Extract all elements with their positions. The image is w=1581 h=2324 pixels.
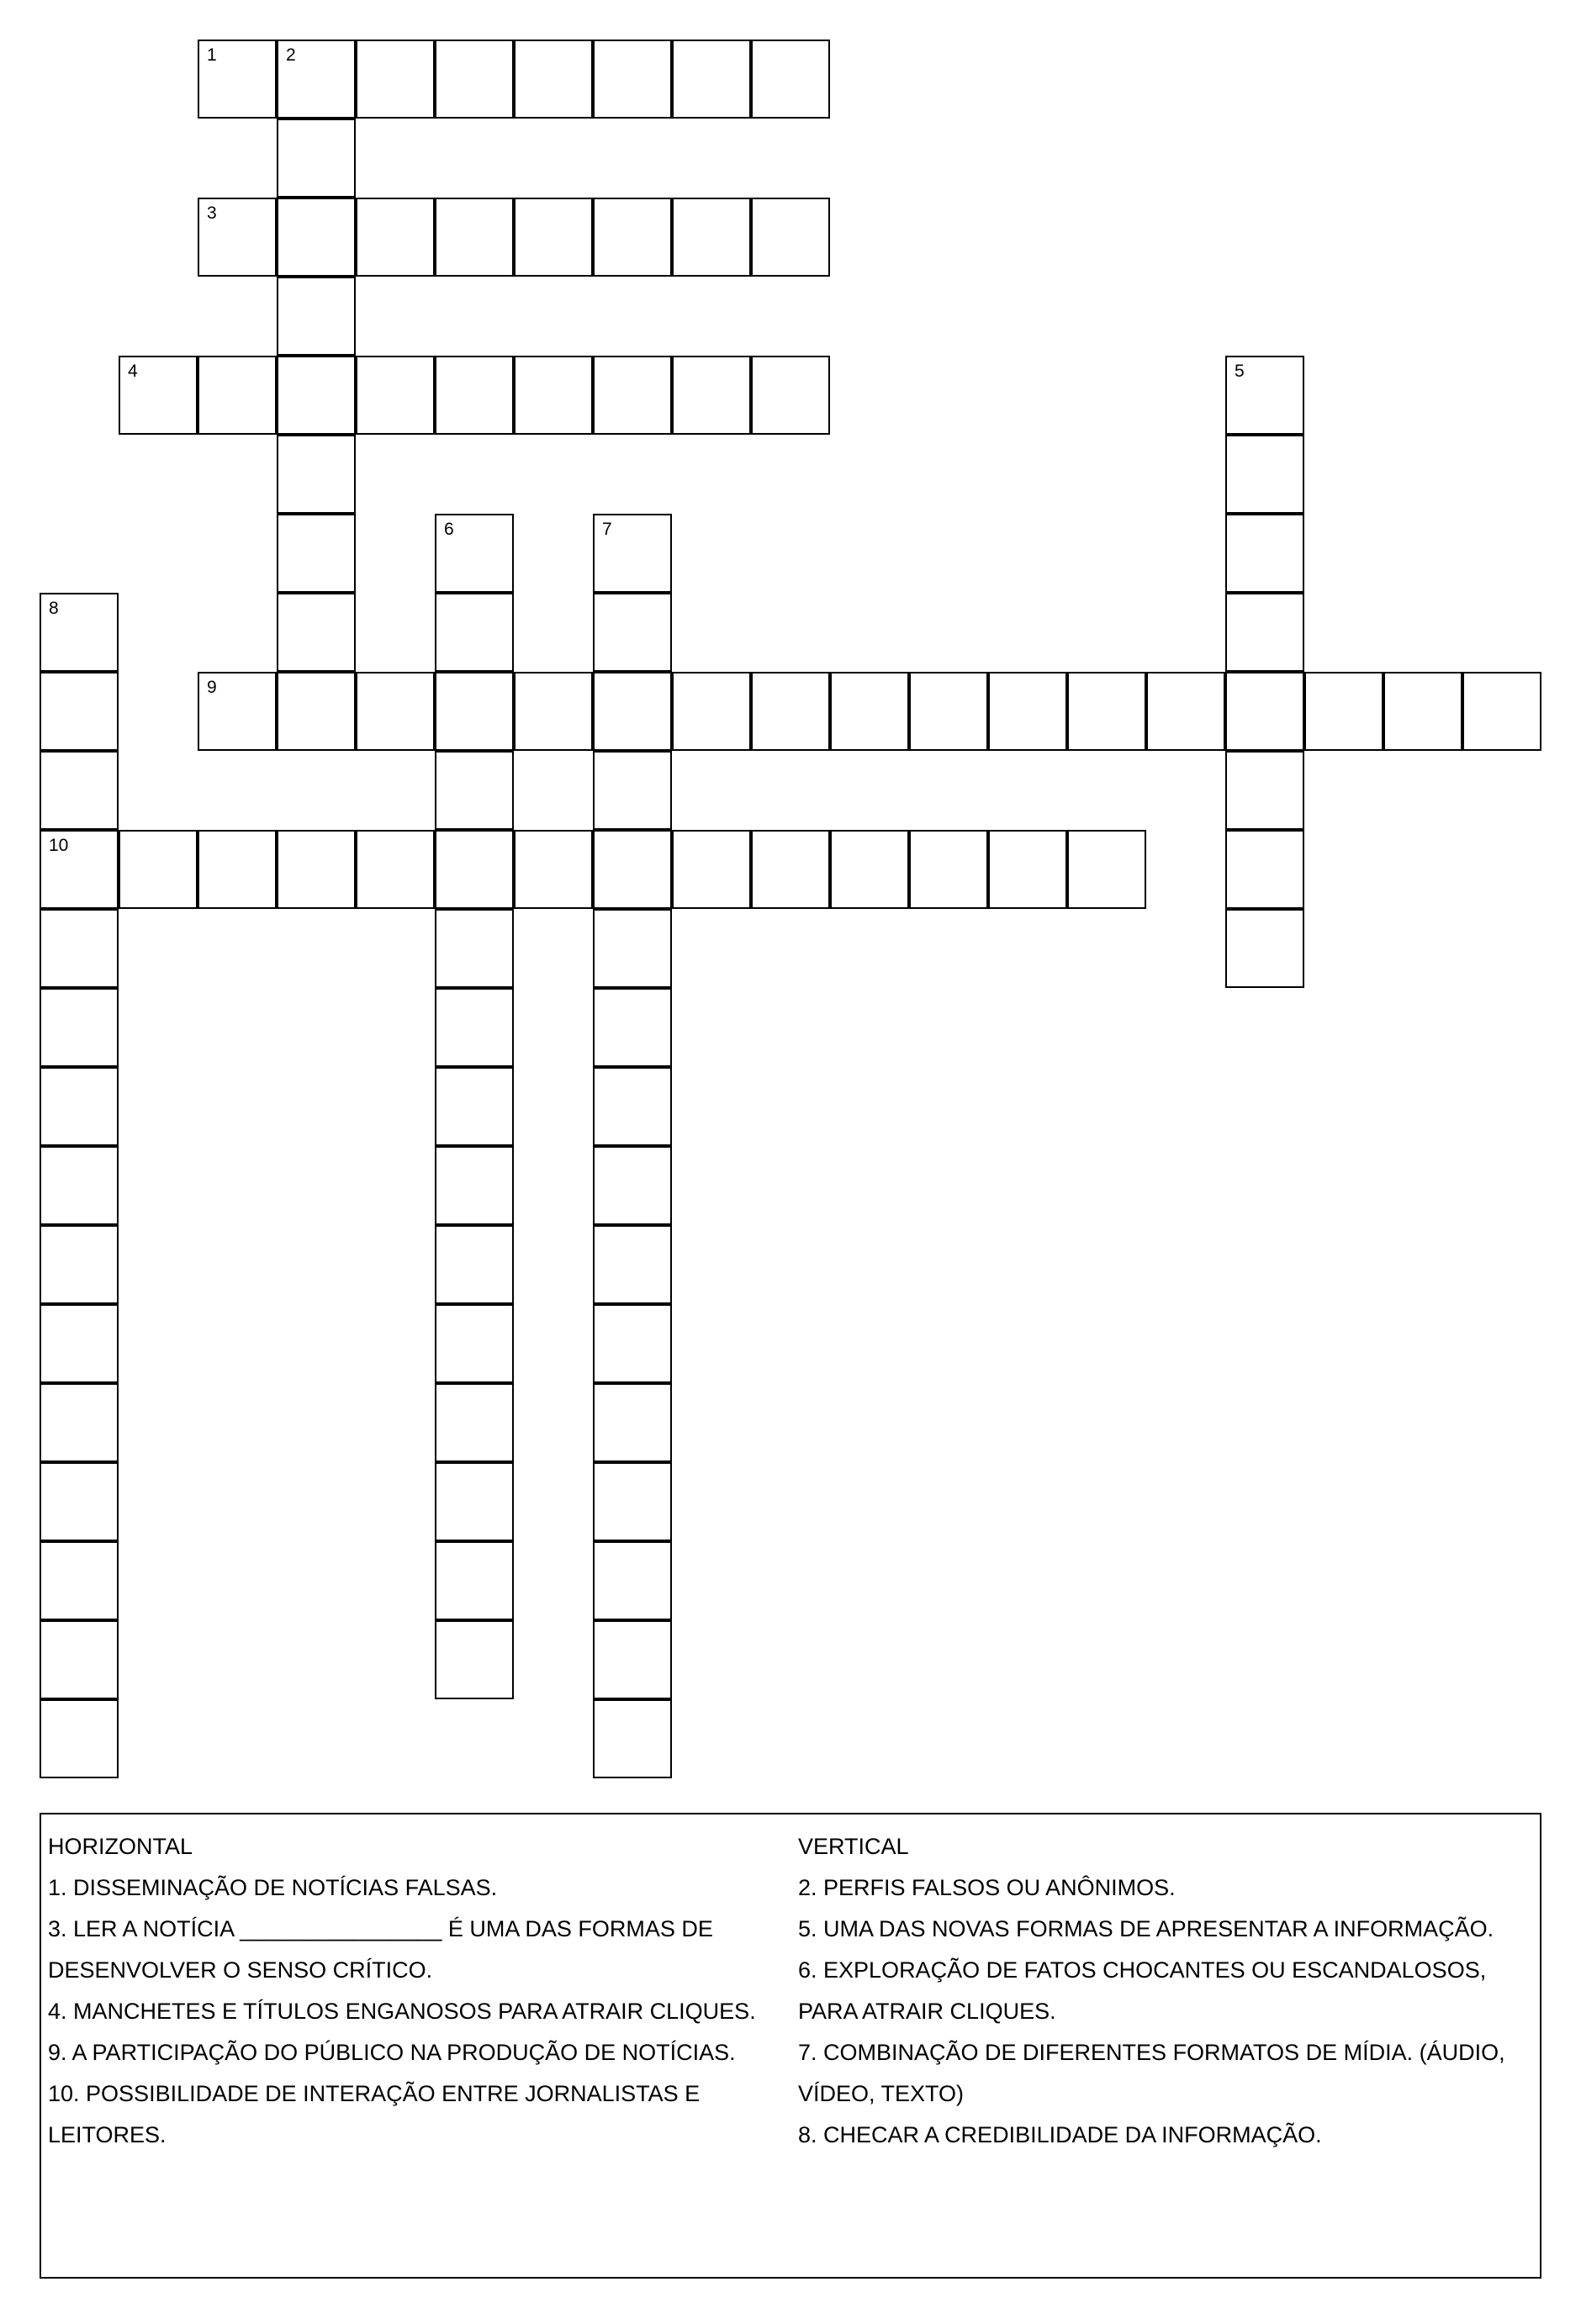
grid-cell[interactable] <box>593 1699 672 1778</box>
grid-cell[interactable] <box>672 672 751 751</box>
grid-cell[interactable] <box>356 198 435 277</box>
grid-cell[interactable] <box>40 1383 119 1462</box>
grid-cell[interactable] <box>277 198 356 277</box>
grid-cell[interactable] <box>277 672 356 751</box>
clue-number: 5 <box>1235 362 1245 381</box>
clue-number: 9 <box>207 678 217 697</box>
grid-cell[interactable] <box>40 593 119 672</box>
grid-cell[interactable] <box>909 830 988 909</box>
clues-box <box>40 1813 1541 2279</box>
grid-cell[interactable] <box>119 356 198 435</box>
grid-cell[interactable] <box>593 1304 672 1383</box>
grid-cell[interactable] <box>435 593 514 672</box>
grid-cell[interactable] <box>593 1383 672 1462</box>
grid-cell[interactable] <box>435 909 514 988</box>
grid-cell[interactable] <box>593 988 672 1067</box>
grid-cell[interactable] <box>435 1146 514 1225</box>
grid-cell[interactable] <box>435 751 514 830</box>
grid-cell[interactable] <box>435 1067 514 1146</box>
clue-across-3: 3. LER A NOTÍCIA ________________ É UMA DAS FORMAS DE DESENVOLVER O SENSO CRÍTICO. <box>48 1916 713 1983</box>
horizontal-title: HORIZONTAL <box>48 1834 193 1859</box>
grid-cell[interactable] <box>435 356 514 435</box>
grid-cell[interactable] <box>198 356 277 435</box>
grid-cell[interactable] <box>435 198 514 277</box>
grid-cell[interactable] <box>40 1541 119 1620</box>
grid-cell[interactable] <box>751 40 830 119</box>
grid-cell[interactable] <box>830 672 909 751</box>
horizontal-clues <box>48 1826 788 2156</box>
clue-across-10: 10. POSSIBILIDADE DE INTERAÇÃO ENTRE JORNALISTAS E LEITORES. <box>48 2081 701 2147</box>
grid-cell[interactable] <box>1462 672 1541 751</box>
clue-number: 7 <box>602 520 612 539</box>
grid-cell[interactable] <box>672 198 751 277</box>
grid-cell[interactable] <box>277 593 356 672</box>
grid-cell[interactable] <box>988 672 1067 751</box>
grid-cell[interactable] <box>593 40 672 119</box>
grid-cell[interactable] <box>1067 830 1146 909</box>
grid-cell[interactable] <box>988 830 1067 909</box>
grid-cell[interactable] <box>40 1620 119 1699</box>
clue-down-6: 6. EXPLORAÇÃO DE FATOS CHOCANTES OU ESCANDALOSOS, PARA ATRAIR CLIQUES. <box>798 1957 1487 2024</box>
grid-cell[interactable] <box>514 40 593 119</box>
grid-cell[interactable] <box>40 672 119 751</box>
grid-cell[interactable] <box>198 198 277 277</box>
clue-down-5: 5. UMA DAS NOVAS FORMAS DE APRESENTAR A INFORMAÇÃO. <box>798 1916 1494 1941</box>
grid-cell[interactable] <box>435 672 514 751</box>
grid-cell[interactable] <box>1304 672 1383 751</box>
grid-cell[interactable] <box>356 672 435 751</box>
clue-down-2: 2. PERFIS FALSOS OU ANÔNIMOS. <box>798 1875 1176 1900</box>
grid-cell[interactable] <box>435 830 514 909</box>
grid-cell[interactable] <box>435 514 514 593</box>
grid-cell[interactable] <box>593 672 672 751</box>
clue-across-9: 9. A PARTICIPAÇÃO DO PÚBLICO NA PRODUÇÃO DE NOTÍCIAS. <box>48 2040 736 2065</box>
grid-cell[interactable] <box>751 356 830 435</box>
grid-cell[interactable] <box>1225 514 1304 593</box>
grid-cell[interactable] <box>40 751 119 830</box>
grid-cell[interactable] <box>435 1225 514 1304</box>
grid-cell[interactable] <box>277 40 356 119</box>
grid-cell[interactable] <box>40 909 119 988</box>
grid-cell[interactable] <box>593 830 672 909</box>
grid-cell[interactable] <box>40 1146 119 1225</box>
grid-cell[interactable] <box>277 119 356 198</box>
grid-cell[interactable] <box>435 1304 514 1383</box>
grid-cell[interactable] <box>1225 356 1304 435</box>
grid-cell[interactable] <box>435 988 514 1067</box>
grid-cell[interactable] <box>40 1067 119 1146</box>
grid-cell[interactable] <box>435 1541 514 1620</box>
grid-cell[interactable] <box>356 40 435 119</box>
grid-cell[interactable] <box>435 1462 514 1541</box>
clue-number: 6 <box>444 520 454 539</box>
clue-number: 2 <box>286 45 296 65</box>
vertical-title: VERTICAL <box>798 1834 909 1859</box>
grid-cell[interactable] <box>40 1304 119 1383</box>
grid-cell[interactable] <box>672 356 751 435</box>
grid-cell[interactable] <box>435 1383 514 1462</box>
grid-cell[interactable] <box>593 1067 672 1146</box>
grid-cell[interactable] <box>593 1225 672 1304</box>
grid-cell[interactable] <box>672 40 751 119</box>
grid-cell[interactable] <box>40 830 119 909</box>
grid-cell[interactable] <box>277 356 356 435</box>
grid-cell[interactable] <box>514 356 593 435</box>
grid-cell[interactable] <box>356 356 435 435</box>
clue-across-4: 4. MANCHETES E TÍTULOS ENGANOSOS PARA ATRAIR CLIQUES. <box>48 1999 756 2024</box>
grid-cell[interactable] <box>198 40 277 119</box>
grid-cell[interactable] <box>751 198 830 277</box>
grid-cell[interactable] <box>198 830 277 909</box>
grid-cell[interactable] <box>277 830 356 909</box>
grid-cell[interactable] <box>593 198 672 277</box>
grid-cell[interactable] <box>1225 751 1304 830</box>
clue-number: 8 <box>49 599 59 618</box>
grid-cell[interactable] <box>1146 672 1225 751</box>
grid-cell[interactable] <box>593 1620 672 1699</box>
grid-cell[interactable] <box>1067 672 1146 751</box>
grid-cell[interactable] <box>119 830 198 909</box>
grid-cell[interactable] <box>751 830 830 909</box>
grid-cell[interactable] <box>830 830 909 909</box>
grid-cell[interactable] <box>277 514 356 593</box>
vertical-clues <box>798 1826 1538 2156</box>
grid-cell[interactable] <box>593 1462 672 1541</box>
grid-cell[interactable] <box>751 672 830 751</box>
grid-cell[interactable] <box>40 988 119 1067</box>
grid-cell[interactable] <box>1225 830 1304 909</box>
grid-cell[interactable] <box>40 1462 119 1541</box>
clue-across-1: 1. DISSEMINAÇÃO DE NOTÍCIAS FALSAS. <box>48 1875 498 1900</box>
clue-number: 10 <box>49 836 69 855</box>
grid-cell[interactable] <box>435 1620 514 1699</box>
grid-cell[interactable] <box>1225 593 1304 672</box>
grid-cell[interactable] <box>593 356 672 435</box>
clue-down-8: 8. CHECAR A CREDIBILIDADE DA INFORMAÇÃO. <box>798 2122 1322 2147</box>
grid-cell[interactable] <box>593 751 672 830</box>
clue-number: 3 <box>207 203 217 223</box>
grid-cell[interactable] <box>593 1146 672 1225</box>
grid-cell[interactable] <box>672 830 751 909</box>
grid-cell[interactable] <box>593 1541 672 1620</box>
grid-cell[interactable] <box>277 435 356 514</box>
clue-number: 1 <box>207 45 217 65</box>
grid-cell[interactable] <box>40 1699 119 1778</box>
grid-cell[interactable] <box>514 198 593 277</box>
clue-number: 4 <box>128 362 138 381</box>
grid-cell[interactable] <box>1225 909 1304 988</box>
grid-cell[interactable] <box>514 830 593 909</box>
grid-cell[interactable] <box>356 830 435 909</box>
grid-cell[interactable] <box>40 1225 119 1304</box>
grid-cell[interactable] <box>435 40 514 119</box>
grid-cell[interactable] <box>593 514 672 593</box>
grid-cell[interactable] <box>593 593 672 672</box>
grid-cell[interactable] <box>909 672 988 751</box>
grid-cell[interactable] <box>198 672 277 751</box>
grid-cell[interactable] <box>1383 672 1462 751</box>
grid-cell[interactable] <box>1225 435 1304 514</box>
grid-cell[interactable] <box>593 909 672 988</box>
grid-cell[interactable] <box>514 672 593 751</box>
clue-down-7: 7. COMBINAÇÃO DE DIFERENTES FORMATOS DE MÍDIA. (ÁUDIO, VÍDEO, TEXTO) <box>798 2040 1505 2106</box>
grid-cell[interactable] <box>277 277 356 356</box>
grid-cell[interactable] <box>1225 672 1304 751</box>
